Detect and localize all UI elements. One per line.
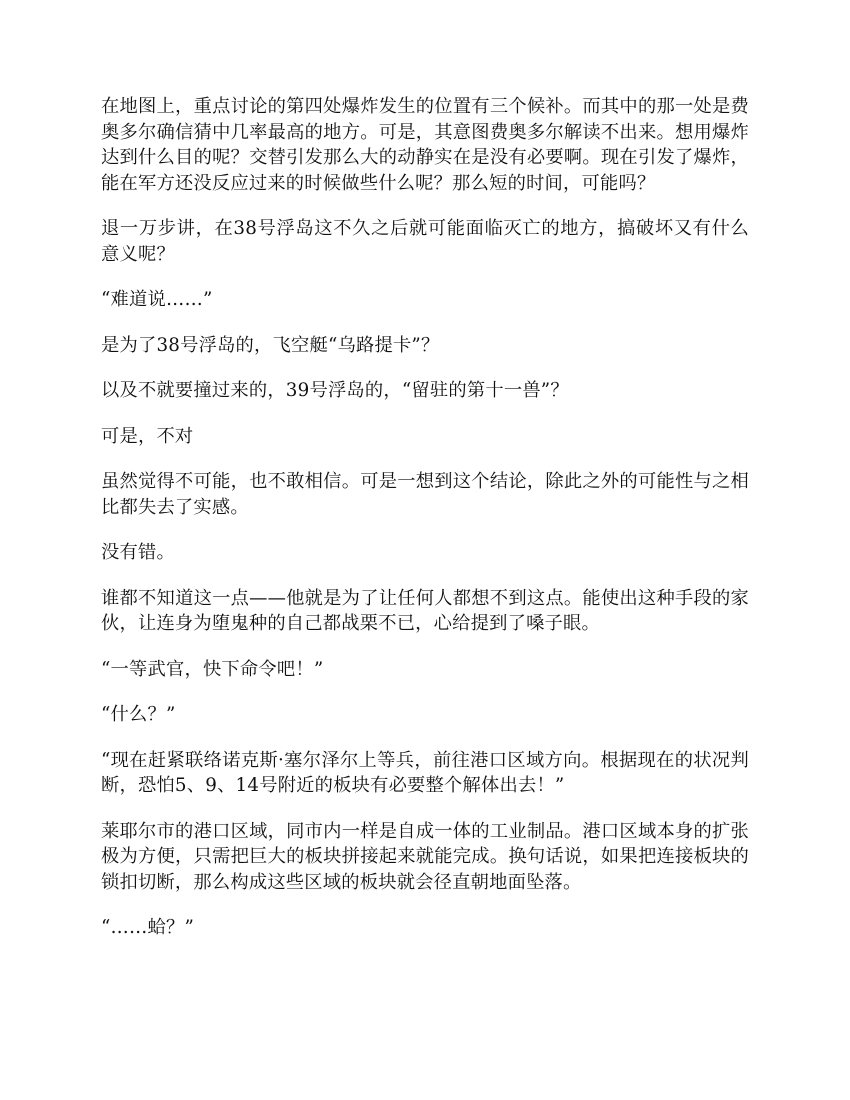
document-body [101,94,749,961]
paragraph: 退一万步讲，在38号浮岛这不久之后就可能面临灭亡的地方，搞破坏又有什么意义呢？ [101,218,749,265]
paragraph: “现在赶紧联络诺克斯·塞尔泽尔上等兵，前往港口区域方向。根据现在的状况判断，恐怕5、9、14号附近的板块有必要整个解体出去！” [101,749,749,796]
paragraph: “……蛤？” [101,917,195,938]
paragraph: 谁都不知道这一点——他就是为了让任何人都想不到这点。能使出这种手段的家伙，让连身为堕鬼种的自己都战栗不已，心给提到了嗓子眼。 [101,587,749,634]
paragraph: “一等武官，快下命令吧！” [101,658,324,680]
paragraph: “什么？” [101,704,176,725]
paragraph: 以及不就要撞过来的，39号浮岛的，“留驻的第十一兽”？ [101,380,569,401]
paragraph: “难道说……” [101,289,213,310]
paragraph: 在地图上，重点讨论的第四处爆炸发生的位置有三个候补。而其中的那一处是费奥多尔确信猜中几率最高的地方。可是，其意图费奥多尔解读不出来。想用爆炸达到什么目的呢？交替引发那么大的动静实在是没有必要啊。现在引发了爆炸，能在军方还没反应过来的时候做些什么呢？那么短的时间，可能吗？ [101,96,749,194]
paragraph: 莱耶尔市的港口区域，同市内一样是自成一体的工业制品。港口区域本身的扩张极为方便，只需把巨大的板块拼接起来就能完成。换句话说，如果把连接板块的锁扣切断，那么构成这些区域的板块就会径直朝地面坠落。 [101,820,749,893]
paragraph: 没有错。 [101,542,175,563]
paragraph: 是为了38号浮岛的，飞空艇“乌路提卡”？ [101,334,440,356]
paragraph: 虽然觉得不可能，也不敢相信。可是一想到这个结论，除此之外的可能性与之相比都失去了实感。 [101,471,749,518]
paragraph: 可是，不对 [101,425,194,447]
